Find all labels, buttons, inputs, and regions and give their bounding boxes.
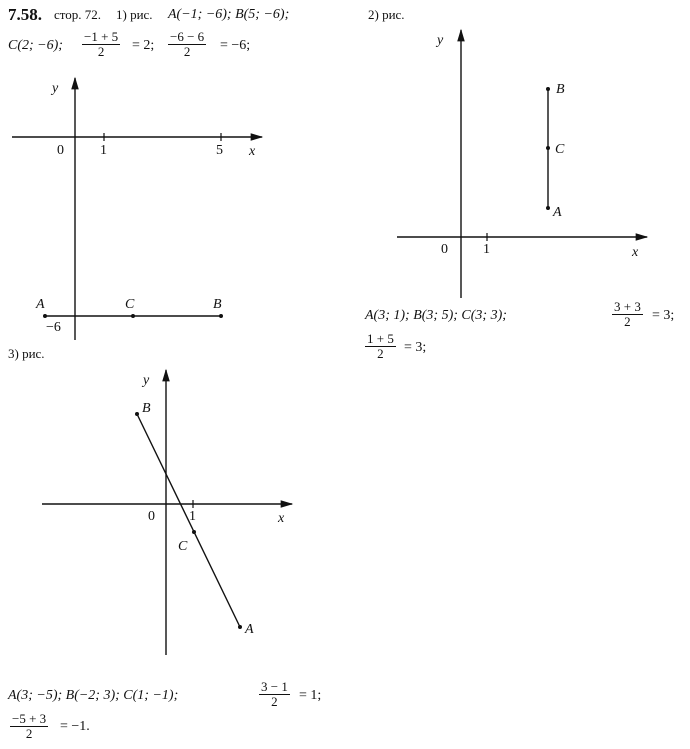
fraction-denominator: 2: [271, 694, 278, 709]
origin-label: 0: [148, 509, 155, 524]
part2-fraction-2-result: = 3;: [404, 340, 427, 355]
point-c-label: C: [178, 539, 188, 554]
fraction-numerator: −1 + 5: [84, 29, 119, 44]
fraction-numerator: 3 + 3: [614, 299, 641, 314]
point-b-dot: [135, 412, 139, 416]
y-axis-label: y: [52, 81, 59, 96]
fraction-denominator: 2: [25, 726, 33, 741]
origin-label: 0: [57, 143, 64, 158]
part1-point-c: C(2; −6);: [8, 38, 63, 53]
problem-number: 7.58.: [8, 5, 42, 24]
fraction-denominator: 2: [183, 44, 191, 59]
point-a-dot: [238, 625, 242, 629]
fraction-denominator: 2: [624, 314, 631, 329]
fraction-denominator: 2: [97, 44, 105, 59]
point-c-label: C: [555, 142, 565, 157]
fraction-numerator: 3 − 1: [261, 679, 288, 694]
tick-x-1-label: 1: [189, 509, 196, 524]
tick-x-1-label: 1: [483, 242, 490, 257]
point-c-label: C: [125, 297, 135, 312]
point-c-dot: [192, 530, 196, 534]
point-a-label: A: [245, 622, 254, 637]
point-a-label: A: [553, 205, 562, 220]
fraction-numerator: −6 − 6: [170, 29, 205, 44]
fraction-numerator: −5 + 3: [12, 711, 47, 726]
tick-y-label: −6: [46, 320, 61, 335]
fraction-numerator: 1 + 5: [367, 331, 394, 346]
part1-points: A(−1; −6); B(5; −6);: [168, 7, 290, 22]
y-axis-label: y: [143, 373, 150, 388]
part3-label: 3) рис.: [8, 346, 45, 361]
part3-fraction-2: [10, 712, 48, 741]
part1-fraction-1-result: = 2;: [132, 38, 155, 53]
part3-fraction-2-result: = −1.: [60, 719, 90, 734]
origin-label: 0: [441, 242, 448, 257]
point-b-label: B: [213, 297, 222, 312]
part2-label: 2) рис.: [368, 7, 405, 22]
x-axis-label: x: [278, 511, 285, 526]
fraction-denominator: 2: [377, 346, 384, 361]
part1-label: 1) рис.: [116, 7, 153, 22]
x-axis-label: x: [632, 245, 639, 260]
tick-x-1-label: 1: [100, 143, 107, 158]
point-b-label: B: [142, 401, 151, 416]
part2-points: A(3; 1); B(3; 5); C(3; 3);: [365, 308, 507, 323]
part3-points: A(3; −5); B(−2; 3); C(1; −1);: [8, 688, 179, 703]
x-axis-label: x: [249, 144, 256, 159]
y-axis-label: y: [437, 33, 444, 48]
page-reference: стор. 72.: [54, 7, 102, 22]
part2-fraction-1-result: = 3;: [652, 308, 675, 323]
point-a-label: A: [36, 297, 45, 312]
part3-fraction-1-result: = 1;: [299, 688, 322, 703]
part3-fraction-1: [259, 680, 290, 709]
tick-x-5-label: 5: [216, 143, 223, 158]
point-b-label: B: [556, 82, 565, 97]
part1-fraction-2-result: = −6;: [220, 38, 251, 53]
